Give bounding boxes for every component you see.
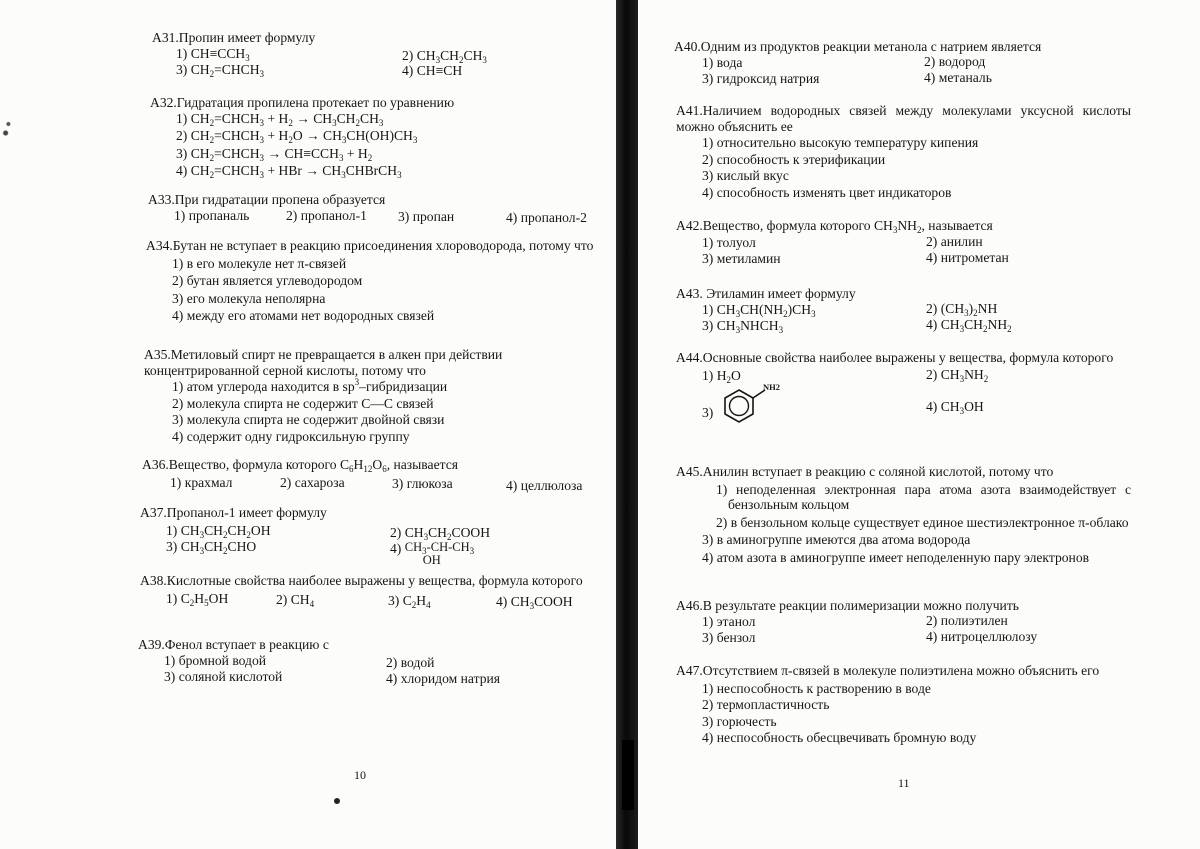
- option-3: 3) $C_2H_4$: [388, 592, 431, 610]
- question-a35: [144, 347, 594, 444]
- option-1: 1) вода: [702, 54, 743, 70]
- option-1: 1) пропаналь: [174, 207, 250, 223]
- option-2: 2) $(CH_3)_2NH$: [926, 300, 998, 318]
- option-4: 4) нитроцеллюлозу: [926, 628, 1038, 644]
- question-title: А41.Наличием водородных связей между молекулами уксусной кислоты можно объяснить ее: [676, 103, 1131, 134]
- option-2: 2) термопластичность: [702, 697, 830, 712]
- option-1: 1) $CH_3CH(NH_2)CH_3$: [702, 301, 816, 319]
- option-1: 1) $CH\equiv CCH_3$: [176, 45, 250, 63]
- option-3: 3) в аминогруппе имеются два атома водорода: [702, 532, 971, 547]
- question-title: А36.Вещество, формула которого $C_6H_{12}O_6$, называется: [142, 457, 459, 474]
- option-2: 2) $CH_3NH_2$: [926, 366, 989, 384]
- option-4: 4) способность изменять цвет индикаторов: [702, 184, 952, 200]
- page-number: 11: [898, 776, 910, 790]
- option-2: 2) $CH_2=CHCH_3 + H_2O \to CH_3CH(OH)CH_3$: [176, 128, 418, 145]
- isopropanol-structure: $CH_3-CH-CH_3$ OH: [404, 539, 475, 567]
- question-a38: [140, 573, 590, 611]
- question-a36: [142, 457, 602, 491]
- question-title: А44.Основные свойства наиболее выражены у вещества, формула которого: [676, 350, 1114, 365]
- question-title: А43. Этиламин имеет формулу: [676, 286, 856, 301]
- question-title: А32.Гидратация пропилена протекает по уравнению: [150, 95, 455, 110]
- option-3-label: 3): [702, 404, 714, 420]
- option-3: 3) $CH_3NHCH_3$: [702, 317, 784, 335]
- option-2: 2) молекула спирта не содержит С—С связей: [172, 395, 434, 411]
- option-1: 1) в его молекуле нет π-связей: [172, 255, 347, 271]
- option-2: 2) водой: [386, 654, 435, 670]
- option-4: 4) метаналь: [924, 69, 992, 85]
- question-title: А37.Пропанол-1 имеет формулу: [140, 505, 327, 520]
- question-a32: [150, 95, 590, 179]
- option-3: 3) глюкоза: [392, 475, 453, 491]
- option-4: 4) нитрометан: [926, 249, 1009, 265]
- option-4: 4) $CH_3COOH$: [496, 593, 573, 611]
- option-2: 2) пропанол-1: [286, 207, 367, 223]
- option-1: 1) атом углерода находится в $sp^3$–гибридизации: [172, 377, 448, 394]
- question-a37: [140, 505, 600, 573]
- option-3: 3) $CH_2=CHCH_3$: [176, 61, 265, 79]
- option-1: 1) $CH_2=CHCH_3 + H_2 \to CH_3CH_2CH_3$: [176, 110, 384, 128]
- option-3: 3) $CH_2=CHCH_3 \to CH\equiv CCH_3 + H_2$: [176, 145, 373, 163]
- option-3: 3) гидроксид натрия: [702, 70, 820, 86]
- option-4: 4) $CH_3OH$: [926, 398, 984, 416]
- question-title: А39.Фенол вступает в реакцию с: [138, 637, 329, 652]
- option-2: 2) в бензольном кольце существует единое шестиэлектронное π-облако: [716, 514, 1129, 530]
- question-a41: [676, 103, 1131, 200]
- option-4: 4) хлоридом натрия: [386, 670, 501, 686]
- option-1: 1) неподеленная электронная пара атома азота взаимодействует с бензольным кольцом: [716, 481, 1131, 512]
- option-2: 2) бутан является углеводородом: [172, 273, 363, 288]
- question-a46: [676, 598, 1176, 646]
- option-4: 4) $CH_3CH_2NH_2$: [926, 316, 1012, 334]
- option-3: 3) молекула спирта не содержит двойной связи: [172, 412, 445, 427]
- question-a39: [138, 637, 588, 687]
- option-3: 3) $CH_3CH_2CHO$: [166, 538, 257, 556]
- question-a33: [148, 192, 598, 226]
- option-3: 3) метиламин: [702, 250, 781, 266]
- question-title: А40.Одним из продуктов реакции метанола с натрием является: [674, 39, 1042, 54]
- option-3: 3) соляной кислотой: [164, 668, 283, 684]
- option-2: 2) $CH_3CH_2CH_3$: [402, 47, 487, 65]
- option-2: 2) анилин: [926, 233, 983, 249]
- option-2: 2) сахароза: [280, 474, 345, 490]
- right-page: [638, 0, 1200, 849]
- option-3: 3) пропан: [398, 208, 455, 224]
- option-4: 4) между его атомами нет водородных связей: [172, 308, 435, 323]
- option-1: 1) этанол: [702, 613, 756, 629]
- question-a47: [676, 663, 1176, 746]
- question-a34: [146, 238, 596, 324]
- option-4: 4) $CH_2=CHCH_3$ + HBr → $CH_3CHBrCH_3$: [176, 163, 402, 180]
- hydroxyl-label: OH: [422, 552, 441, 567]
- question-title: А38.Кислотные свойства наиболее выражены у вещества, формула которого: [140, 573, 583, 588]
- option-1: 1) $H_2O$: [702, 367, 741, 385]
- option-4: 4) целлюлоза: [506, 477, 583, 493]
- option-3: 3) бензол: [702, 629, 756, 645]
- question-title: А35.Метиловый спирт не превращается в алкен при действии концентрированной серной кислоты, потому что: [144, 347, 503, 378]
- option-4: 4) CH≡CH: [402, 62, 463, 78]
- option-2: 2) полиэтилен: [926, 612, 1008, 628]
- option-2: 2) водород: [924, 53, 986, 69]
- option-2: 2) $CH_3CH_2COOH$: [390, 524, 491, 542]
- question-a44: [676, 350, 1131, 436]
- question-title: А46.В результате реакции полимеризации можно получить: [676, 598, 1019, 613]
- option-3: 3) горючесть: [702, 713, 777, 729]
- question-a40: [674, 39, 1174, 87]
- question-title: А45.Анилин вступает в реакцию с соляной кислотой, потому что: [676, 464, 1054, 479]
- aniline-structure-icon: [717, 384, 783, 428]
- question-title: А47.Отсутствием π-связей в молекуле полиэтилена можно объяснить его: [676, 663, 1100, 678]
- scan-speck: [334, 798, 340, 804]
- question-a31: [152, 30, 592, 78]
- option-1: 1) относительно высокую температуру кипения: [702, 135, 979, 150]
- question-title: А33.При гидратации пропена образуется: [148, 192, 386, 207]
- option-4: 4) пропанол-2: [506, 209, 587, 225]
- question-a42: [676, 218, 1176, 266]
- question-title: А42.Вещество, формула которого $CH_3NH_2$, называется: [676, 218, 993, 235]
- question-title: А31.Пропин имеет формулу: [152, 30, 316, 45]
- book-gutter: [616, 0, 638, 849]
- option-1: 1) крахмал: [170, 474, 233, 490]
- option-4: 4) атом азота в аминогруппе имеет неподеленную пару электронов: [702, 549, 1090, 565]
- option-1: 1) неспособность к растворению в воде: [702, 680, 931, 696]
- option-2: 2) $CH_4$: [276, 591, 315, 609]
- option-1: 1) толуол: [702, 234, 756, 250]
- option-3: 3) его молекула неполярна: [172, 290, 326, 306]
- question-a43: [676, 286, 1176, 334]
- option-1: 1) $C_2H_5OH$: [166, 590, 229, 608]
- question-a45: [676, 464, 1131, 565]
- option-4: 4) $CH_3-CH-CH_3$ OH: [390, 539, 475, 567]
- option-2: 2) способность к этерификации: [702, 151, 886, 167]
- option-3: [702, 383, 783, 428]
- option-4: 4) неспособность обесцвечивать бромную воду: [702, 730, 977, 745]
- option-1: 1) бромной водой: [164, 652, 267, 668]
- option-1: 1) $CH_3CH_2CH_2OH$: [166, 522, 271, 540]
- amino-label: NH2: [762, 383, 780, 392]
- page-number: 10: [354, 768, 366, 782]
- question-title: А34.Бутан не вступает в реакцию присоединения хлороводорода, потому что: [146, 238, 594, 253]
- option-4: 4) содержит одну гидроксильную группу: [172, 428, 410, 444]
- option-3: 3) кислый вкус: [702, 168, 789, 183]
